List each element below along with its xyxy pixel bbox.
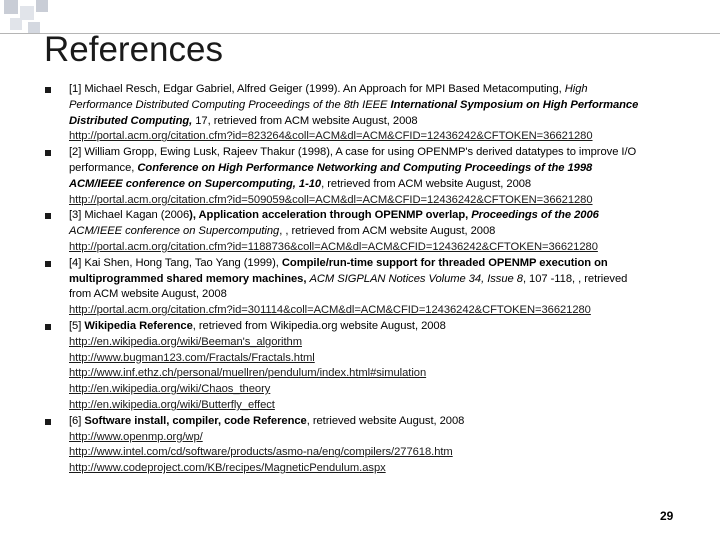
reference-item — [42, 145, 692, 208]
reference-link[interactable]: http://www.bugman123.com/Fractals/Fractals.html — [69, 351, 315, 364]
reference-text: Software install, compiler, code Reference — [84, 414, 307, 427]
reference-line — [69, 414, 692, 430]
reference-line — [69, 272, 692, 288]
reference-text: Compile/run-time support for threaded OPENMP execution on — [281, 256, 608, 269]
reference-text: Conference on High Performance Networking and Computing Proceedings of the 1998 — [137, 161, 593, 174]
reference-text: , 107 -118, , retrieved — [522, 272, 628, 285]
reference-text: [4] Kai Shen, Hong Tang, Tao Yang (1999), — [69, 256, 282, 269]
reference-text: from ACM website August, 2008 — [69, 288, 227, 301]
reference-text: multiprogrammed shared memory machines, — [69, 272, 310, 285]
reference-list — [42, 82, 692, 477]
reference-text: [6] — [69, 414, 85, 427]
reference-line — [69, 335, 692, 351]
square-bullet-icon — [45, 419, 51, 425]
reference-line — [69, 398, 692, 414]
square-bullet-icon — [45, 261, 51, 267]
reference-line — [69, 382, 692, 398]
reference-line — [69, 319, 692, 335]
reference-text: 17, retrieved from ACM website August, 2008 — [192, 114, 418, 127]
reference-line — [69, 351, 692, 367]
reference-item — [42, 414, 692, 477]
reference-link[interactable]: http://portal.acm.org/citation.cfm?id=509059&coll=ACM&dl=ACM&CFID=12436242&CFTOKEN=36621280 — [69, 193, 593, 206]
reference-line — [69, 461, 692, 477]
reference-text: Proceedings of the 2006 — [471, 209, 599, 222]
reference-line — [69, 240, 692, 256]
reference-item — [42, 208, 692, 255]
reference-item — [42, 319, 692, 414]
reference-link[interactable]: http://www.openmp.org/wp/ — [69, 430, 203, 443]
reference-link[interactable]: http://portal.acm.org/citation.cfm?id=301114&coll=ACM&dl=ACM&CFID=12436242&CFTOKEN=36621280 — [69, 304, 591, 317]
reference-link[interactable]: http://www.intel.com/cd/software/products/asmo-na/eng/compilers/277618.htm — [69, 446, 453, 459]
reference-line — [69, 161, 692, 177]
reference-text: ), Application acceleration through OPENMP overlap, — [189, 209, 472, 222]
reference-text: Wikipedia Reference — [84, 319, 193, 332]
reference-line — [69, 129, 692, 145]
reference-line — [69, 208, 692, 224]
reference-text: performance, — [69, 161, 138, 174]
reference-text: [2] William Gropp, Ewing Lusk, Rajeev Thakur (1998), A case for using OPENMP's derived datatypes to improve I/O — [69, 146, 637, 159]
reference-text: , retrieved from Wikipedia.org website August, 2008 — [192, 319, 446, 332]
reference-text: , , retrieved from ACM website August, 2008 — [279, 225, 496, 238]
reference-line — [69, 177, 692, 193]
reference-text: [5] — [69, 319, 85, 332]
reference-link[interactable]: http://en.wikipedia.org/wiki/Butterfly_effect — [69, 398, 275, 411]
reference-text: International Symposium on High Performance — [390, 98, 639, 111]
reference-line — [69, 98, 692, 114]
reference-link[interactable]: http://en.wikipedia.org/wiki/Chaos_theory — [69, 383, 271, 396]
reference-text: Distributed Computing, — [69, 114, 193, 127]
page-number: 29 — [660, 509, 674, 523]
reference-text: [1] Michael Resch, Edgar Gabriel, Alfred Geiger (1999). An Approach for MPI Based Metacomputing, — [69, 83, 565, 95]
reference-link[interactable]: http://www.inf.ethz.ch/personal/muellren/pendulum/index.html#simulation — [69, 367, 427, 380]
reference-text: ACM/IEEE conference on Supercomputing, 1-10 — [69, 177, 322, 190]
reference-line — [69, 366, 692, 382]
reference-link[interactable]: http://portal.acm.org/citation.cfm?id=823264&coll=ACM&dl=ACM&CFID=12436242&CFTOKEN=36621280 — [69, 130, 593, 143]
reference-line — [69, 82, 692, 98]
reference-line — [69, 445, 692, 461]
square-bullet-icon — [45, 150, 51, 156]
reference-text: , retrieved from ACM website August, 2008 — [321, 177, 532, 190]
reference-text: High — [564, 83, 588, 95]
reference-line — [69, 303, 692, 319]
reference-line — [69, 193, 692, 209]
reference-text: ACM SIGPLAN Notices Volume 34, Issue 8 — [309, 272, 523, 285]
reference-line — [69, 224, 692, 240]
reference-item — [42, 82, 692, 145]
reference-line — [69, 145, 692, 161]
reference-link[interactable]: http://portal.acm.org/citation.cfm?id=1188736&coll=ACM&dl=ACM&CFID=12436242&CFTOKEN=36621280 — [69, 240, 598, 253]
reference-item — [42, 256, 692, 319]
reference-link[interactable]: http://www.codeproject.com/KB/recipes/MagneticPendulum.aspx — [69, 462, 386, 475]
square-bullet-icon — [45, 213, 51, 219]
square-bullet-icon — [45, 87, 51, 93]
reference-line — [69, 256, 692, 272]
reference-line — [69, 430, 692, 446]
reference-text: Performance Distributed Computing Proceedings of the 8th IEEE — [69, 98, 391, 111]
square-bullet-icon — [45, 324, 51, 330]
reference-text: [3] Michael Kagan (2006 — [69, 209, 190, 222]
reference-line — [69, 287, 692, 303]
reference-text: ACM/IEEE conference on Supercomputing — [69, 225, 280, 238]
reference-line — [69, 114, 692, 130]
slide-title: References — [44, 30, 223, 69]
reference-link[interactable]: http://en.wikipedia.org/wiki/Beeman's_algorithm — [69, 335, 302, 348]
reference-text: , retrieved website August, 2008 — [306, 414, 465, 427]
